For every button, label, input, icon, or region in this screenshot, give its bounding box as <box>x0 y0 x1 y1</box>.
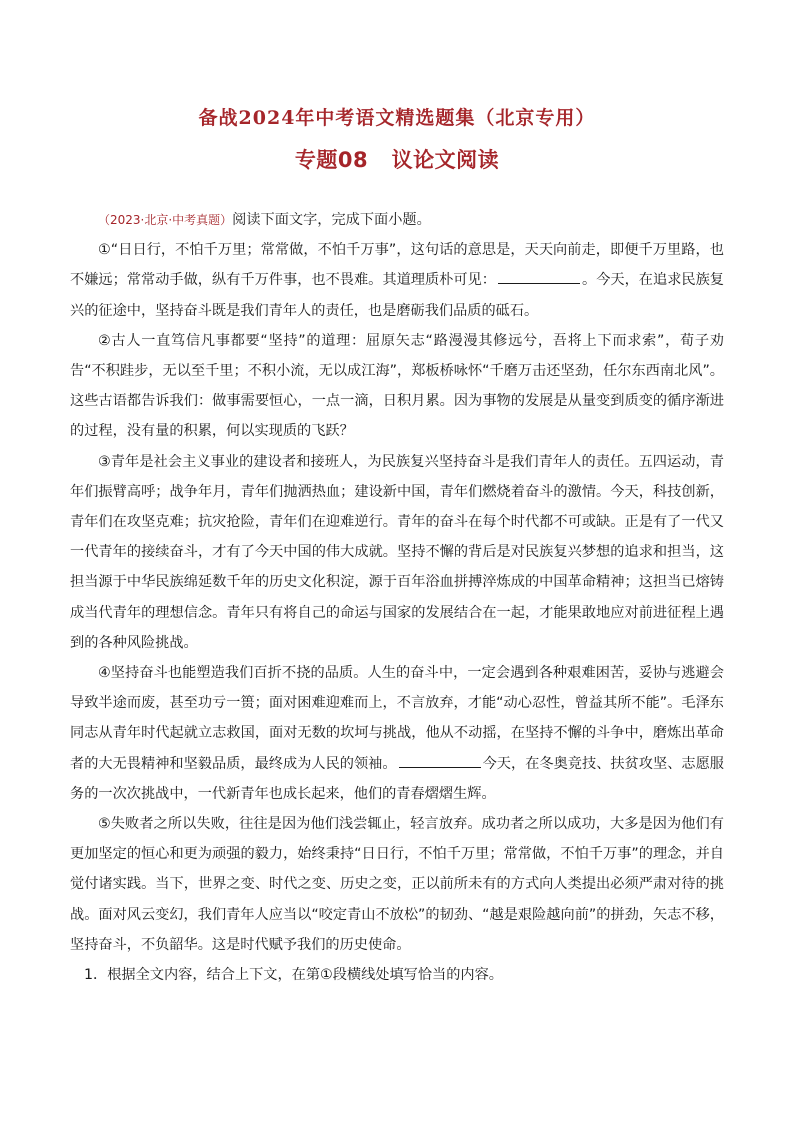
paragraph-1-part-b: 。今天，在追求民族复兴的征途中，坚持奋斗既是我们青年人的责任，也是磨砺我们品质的砥石。 <box>70 272 724 319</box>
question-1: 1．根据全文内容，结合上下文，在第①段横线处填写恰当的内容。 <box>84 967 503 984</box>
fill-blank-2 <box>399 753 481 768</box>
paragraph-4-part-a: ④坚持奋斗也能塑造我们百折不挠的品质。人生的奋斗中，一定会遇到各种艰难困苦，妥协与逃避会导致半途而废，甚至功亏一篑；面对困难迎难而上，不言放弃，才能“动心忍性，曾益其所不能”。毛泽东同志从青年时代起就立志救国，面对无数的坎坷与挑战，他从不动摇，在坚持不懈的斗争中，磨炼出革命者的大无畏精神和坚毅品质，最终成为人民的领袖。 <box>70 665 724 772</box>
paragraph-4-part-b: 今天，在冬奥竞技、扶贫攻坚、志愿服务的一次次挑战中，一代新青年也成长起来，他们的青春熠熠生辉。 <box>70 755 724 802</box>
topic-title: 专题08 议论文阅读 <box>294 148 500 172</box>
article-body <box>70 205 724 990</box>
paragraph-5: ⑤失败者之所以失败，往往是因为他们浅尝辄止，轻言放弃。成功者之所以成功，大多是因为他们有更加坚定的恒心和更为顽强的毅力，始终秉持“日日行，不怕千万里；常常做，不怕千万事”的理念，并自觉付诸实践。当下，世界之变、时代之变、历史之变，正以前所未有的方式向人类提出必须严肃对待的挑战。面对风云变幻，我们青年人应当以“咬定青山不放松”的韧劲、“越是艰险越向前”的拼劲，矢志不移，坚持奋斗，不负韶华。这是时代赋予我们的历史使命。 <box>70 816 724 953</box>
source-label: （2023·北京·中考真题） <box>98 213 233 227</box>
paragraph-4 <box>70 658 724 809</box>
question-intro <box>70 205 724 235</box>
paragraph-1 <box>70 235 724 326</box>
paragraph-3: ③青年是社会主义事业的建设者和接班人，为民族复兴坚持奋斗是我们青年人的责任。五四运动，青年们振臂高呼；战争年月，青年们抛洒热血；建设新中国，青年们燃烧着奋斗的激情。今天，科技创新，青年们在攻坚克难；抗灾抢险，青年们在迎难逆行。青年的奋斗在每个时代都不可或缺。正是有了一代又一代青年的接续奋斗，才有了今天中国的伟大成就。坚持不懈的背后是对民族复兴梦想的追求和担当，这担当源于中华民族绵延数千年的历史文化积淀，源于百年浴血拼搏淬炼成的中国革命精神；这担当已熔铸成当代青年的理想信念。青年只有将自己的命运与国家的发展结合在一起，才能果敢地应对前进征程上遇到的各种风险挑战。 <box>70 453 724 651</box>
paragraph-1-part-a: ①“日日行，不怕千万里；常常做，不怕千万事”，这句话的意思是，天天向前走，即便千万里路，也不嫌远；常常动手做，纵有千万件事，也不畏难。其道理质朴可见： <box>70 242 724 289</box>
document-title: 备战2024年中考语文精选题集（北京专用） <box>198 107 596 129</box>
paragraph-2: ②古人一直笃信凡事都要“坚持”的道理：屈原矢志“路漫漫其修远兮，吾将上下而求索”，荀子劝告“不积跬步，无以至千里；不积小流，无以成江海”，郑板桥咏怀“千磨万击还坚劲，任尔东西南北风”。这些古语都告诉我们：做事需要恒心，一点一滴，日积月累。因为事物的发展是从量变到质变的循序渐进的过程，没有量的积累，何以实现质的飞跃？ <box>70 332 724 440</box>
fill-blank-1 <box>498 269 580 284</box>
instruction-text: 阅读下面文字，完成下面小题。 <box>232 212 431 228</box>
